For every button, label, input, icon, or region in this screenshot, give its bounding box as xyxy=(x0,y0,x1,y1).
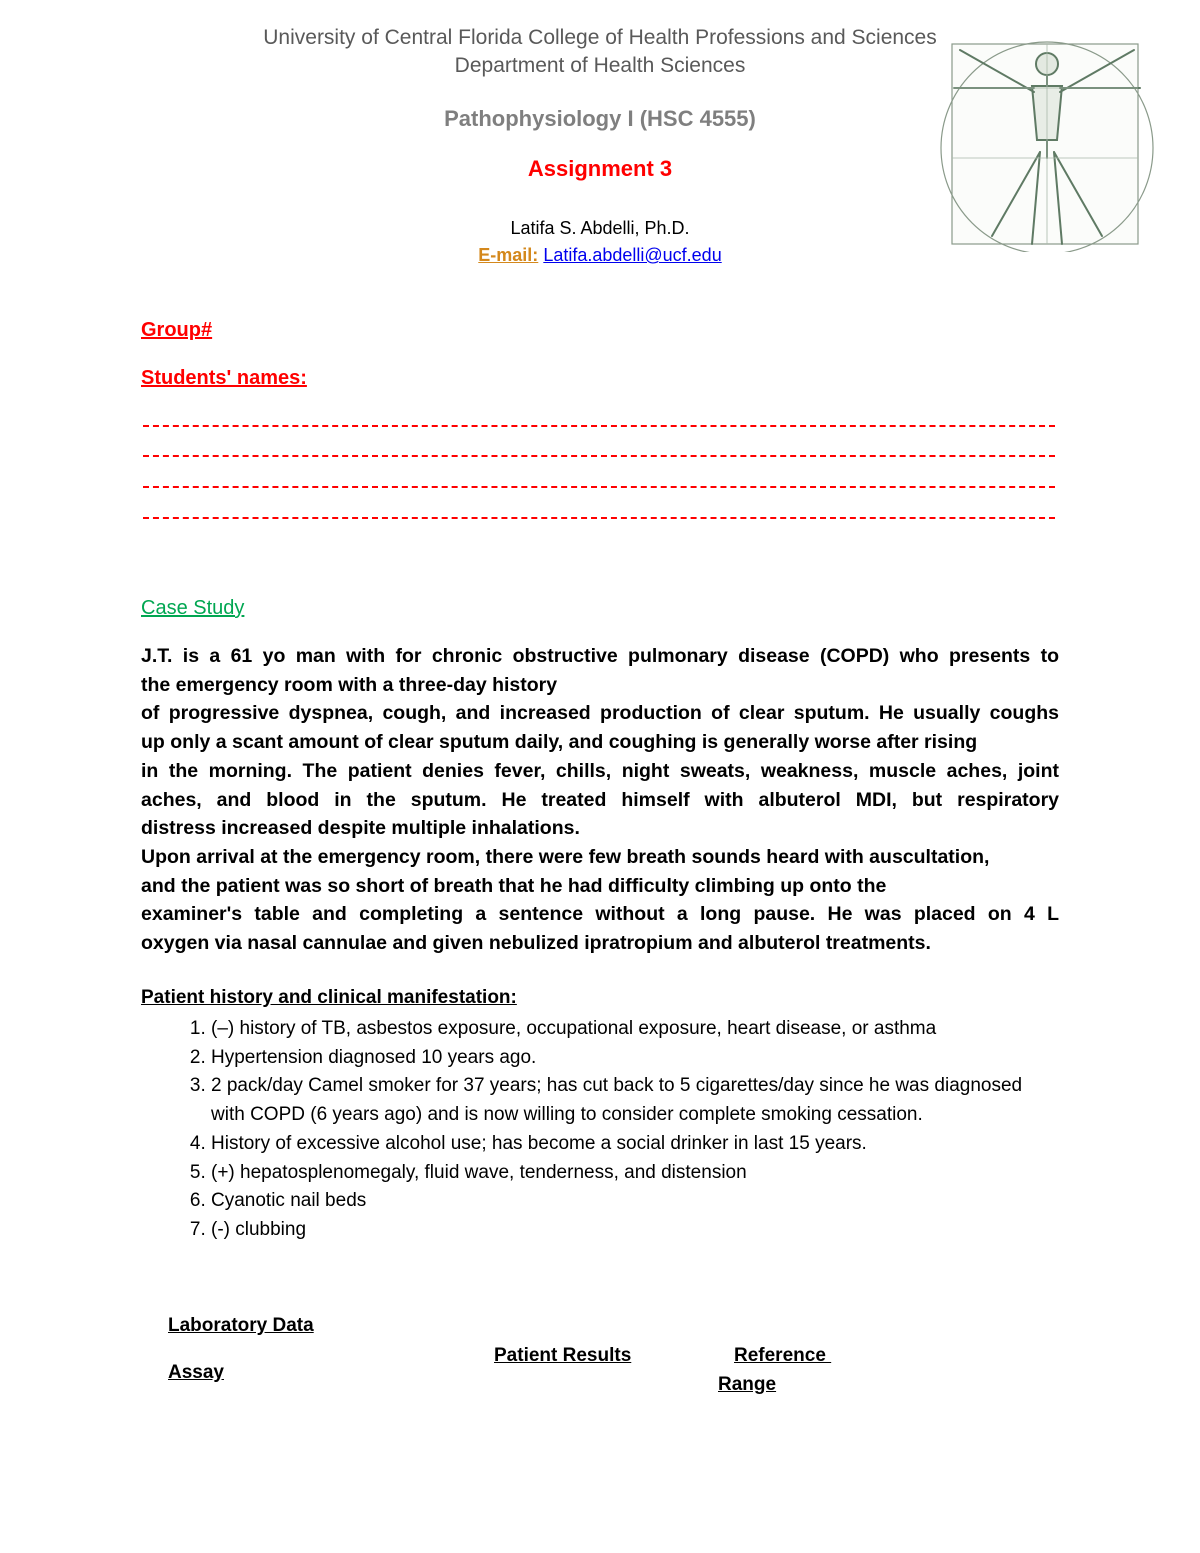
history-item: 5. (+) hepatosplenomegaly, fluid wave, tenderness, and distension xyxy=(211,1159,1061,1188)
history-item: 1. (–) history of TB, asbestos exposure, occupational exposure, heart disease, or asthma xyxy=(211,1015,1061,1044)
history-item: 4. History of excessive alcohol use; has become a social drinker in last 15 years. xyxy=(211,1130,1061,1159)
vitruvian-man-illustration xyxy=(934,30,1180,252)
history-item: 6. Cyanotic nail beds xyxy=(211,1187,1061,1216)
case-line: and the patient was so short of breath that he had difficulty climbing up onto the xyxy=(141,874,887,897)
case-line: Upon arrival at the emergency room, there were few breath sounds heard with auscultation, xyxy=(141,845,990,868)
assignment-title: Assignment 3 xyxy=(527,156,673,181)
case-study-title: Case Study xyxy=(141,597,245,619)
course-title: Pathophysiology I (HSC 4555) xyxy=(444,106,756,131)
history-item: 7. (-) clubbing xyxy=(211,1216,1061,1245)
case-line: of progressive dyspnea, cough, and increased production of clear sputum. He usually coughs xyxy=(141,702,1059,725)
lab-data-title: Laboratory Data xyxy=(168,1315,314,1336)
case-line: distress increased despite multiple inhalations. xyxy=(141,817,580,840)
case-line: J.T. is a 61 yo man with for chronic obstructive pulmonary disease (COPD) who presents to xyxy=(141,645,1059,667)
history-title: Patient history and clinical manifestation: xyxy=(141,987,517,1008)
student-name-line-4 xyxy=(143,517,1055,519)
case-line: in the morning. The patient denies fever, chills, night sweats, weakness, muscle aches, joint xyxy=(141,759,1059,782)
student-name-line-3 xyxy=(143,486,1055,488)
department-name: Department of Health Sciences xyxy=(454,54,746,77)
email-link[interactable]: Latifa.abdelli@ucf.edu xyxy=(543,245,722,265)
history-item: 2. Hypertension diagnosed 10 years ago. xyxy=(211,1044,1061,1073)
email-label: E-mail: xyxy=(478,245,539,265)
case-line: examiner's table and completing a sentence without a long pause. He was placed on 4 L xyxy=(141,903,1059,926)
history-list xyxy=(141,1015,1061,1245)
case-line: the emergency room with a three-day history xyxy=(141,673,558,696)
student-name-line-2 xyxy=(143,455,1055,457)
history-item: 3. 2 pack/day Camel smoker for 37 years; has cut back to 5 cigarettes/day since he was diagnosed with COPD (6 years ago) and is now willing to consider complete smoking cessation. xyxy=(211,1072,1061,1129)
case-study-text xyxy=(141,642,1059,958)
group-label: Group# xyxy=(141,319,213,341)
students-names-label: Students' names: xyxy=(141,367,307,389)
lab-col-reference: Reference xyxy=(734,1345,832,1366)
case-line: oxygen via nasal cannulae and given nebulized ipratropium and albuterol treatments. xyxy=(141,932,931,955)
institution-name: University of Central Florida College of Health Professions and Sciences xyxy=(263,26,937,49)
student-name-line-1 xyxy=(143,425,1055,427)
instructor-name: Latifa S. Abdelli, Ph.D. xyxy=(510,218,690,238)
lab-col-range: Range xyxy=(718,1374,777,1395)
lab-col-patient-results: Patient Results xyxy=(494,1345,632,1366)
case-line: up only a scant amount of clear sputum daily, and coughing is generally worse after rising xyxy=(141,731,978,754)
lab-col-assay: Assay xyxy=(168,1362,224,1383)
case-line: aches, and blood in the sputum. He treated himself with albuterol MDI, but respiratory xyxy=(141,788,1059,811)
